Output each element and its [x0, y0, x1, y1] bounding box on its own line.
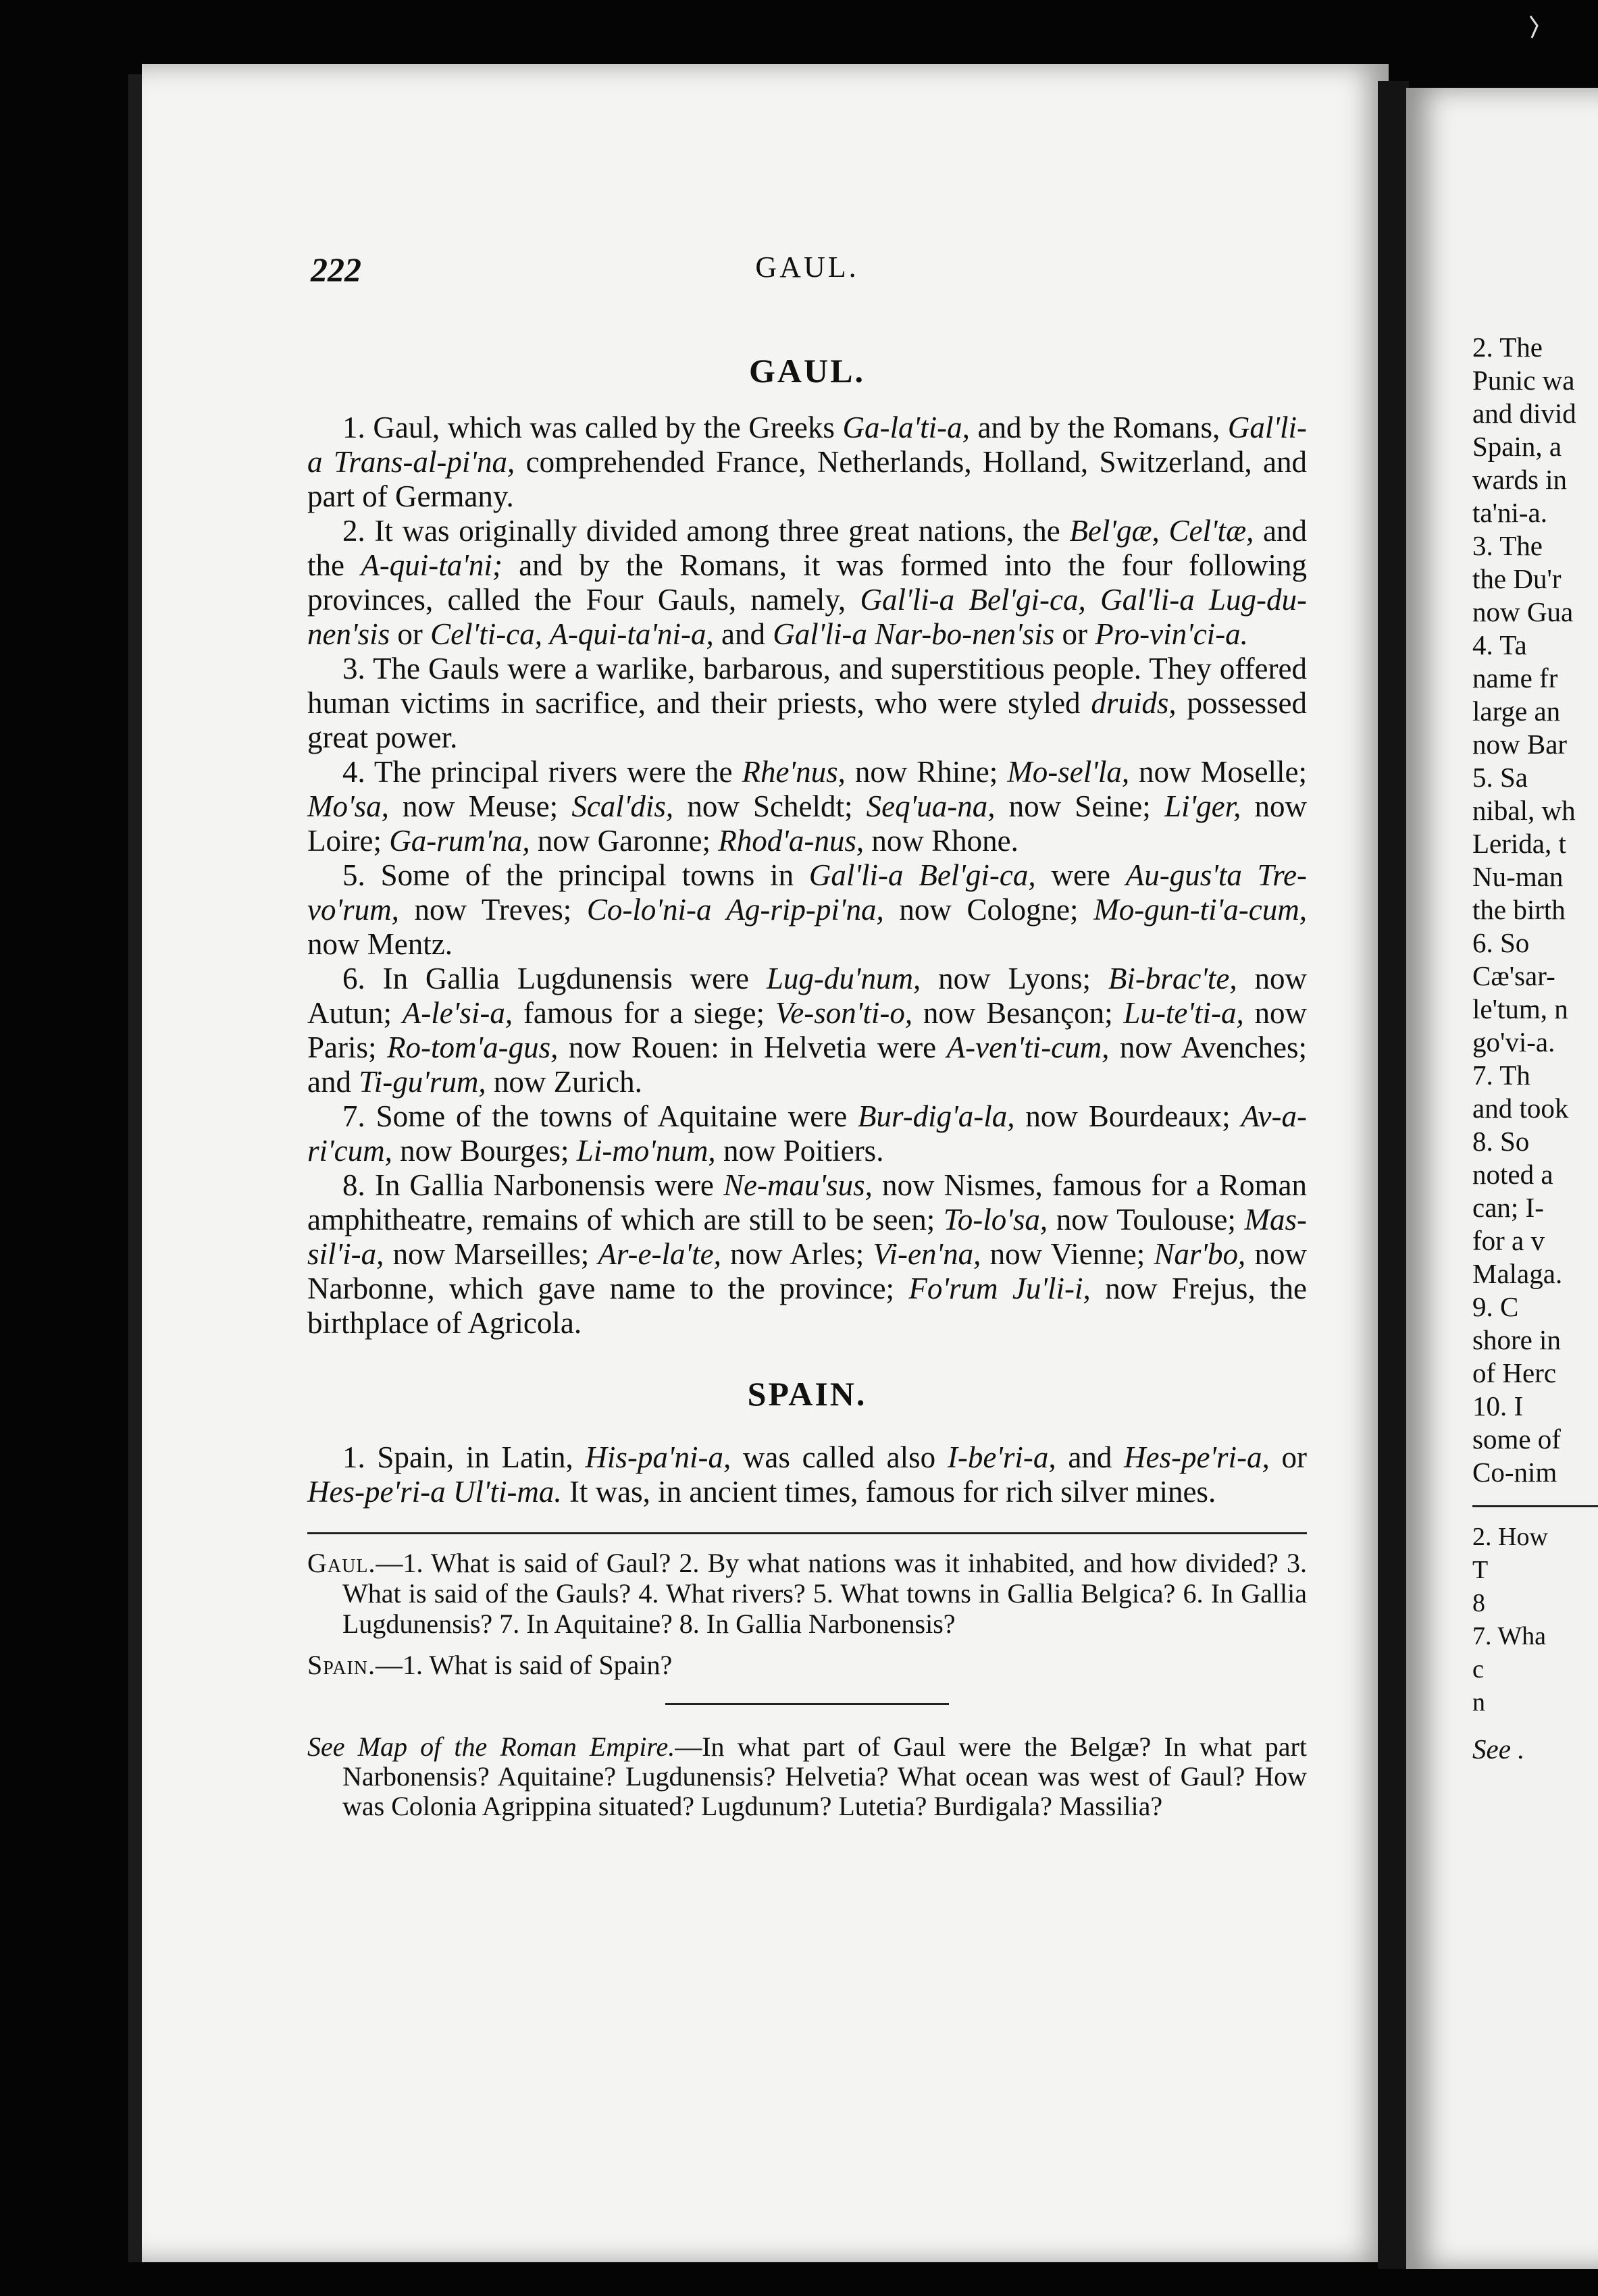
fragment-question-line: 7. Wha: [1472, 1622, 1547, 1650]
map-questions-divider: [665, 1703, 949, 1705]
italic-term: His-pa'ni-a,: [585, 1440, 731, 1474]
italic-term: Li'ger,: [1164, 789, 1241, 823]
text-run: were: [1035, 858, 1126, 892]
fragment-line: for a v: [1472, 1225, 1545, 1256]
fragment-line: 7. Th: [1472, 1060, 1530, 1091]
text-run: now Besançon;: [912, 996, 1124, 1030]
fragment-line: and divid: [1472, 398, 1576, 429]
fragment-line: 10. I: [1472, 1390, 1524, 1421]
text-run: now Arles;: [721, 1237, 873, 1271]
italic-term: Av-a-ri'cum,: [307, 1099, 1307, 1168]
text-run: 1. Gaul, which was called by the Greeks: [342, 411, 843, 444]
text-run: now Vienne;: [981, 1237, 1154, 1271]
text-run: 3. The Gauls were a warlike, barbarous, and superstitious people. They offered human victims in sacrifice, and their priests, who were styled: [307, 652, 1307, 720]
fragment-line: Co-nim: [1472, 1457, 1557, 1488]
italic-term: Fo'rum Ju'li-i,: [908, 1272, 1091, 1305]
text-run: now Frejus, the birthplace of Agricola.: [307, 1272, 1307, 1340]
italic-term: Hes-pe'ri-a Ul'ti-ma.: [307, 1475, 562, 1509]
fragment-line: 6. So: [1472, 927, 1530, 958]
page-number: 222: [311, 251, 361, 288]
paragraph: [307, 514, 1307, 652]
questions-divider: [307, 1532, 1307, 1534]
fragment-divider: [1472, 1505, 1598, 1507]
italic-term: Seq'ua-na,: [866, 789, 996, 823]
right-page-text: [1472, 331, 1598, 1766]
fragment-line: name fr: [1472, 662, 1558, 694]
italic-term: Gal'li-a Nar-bo-nen'sis: [773, 617, 1055, 651]
text-run: and: [1056, 1440, 1124, 1474]
text-run: now Paris;: [307, 996, 1307, 1064]
page-corner-mark: [1528, 14, 1541, 41]
italic-term: A-qui-ta'ni;: [361, 548, 502, 582]
italic-term: Ga-rum'na,: [389, 824, 530, 858]
text-run: 6. In Gallia Lugdunensis were: [342, 962, 767, 995]
fragment-line: le'tum, n: [1472, 993, 1568, 1024]
text-run: now Seine;: [995, 789, 1164, 823]
text-run: now Marseilles;: [384, 1237, 598, 1271]
text-run: now Nismes, famous for a Roman amphitheatre, remains of which are still to be seen;: [307, 1168, 1307, 1236]
italic-term: Cel'ti-ca, A-qui-ta'ni-a,: [430, 617, 714, 651]
fragment-line: nibal, wh: [1472, 795, 1576, 826]
italic-term: Nar'bo,: [1154, 1237, 1246, 1271]
italic-term: Co-lo'ni-a Ag-rip-pi'na,: [586, 893, 884, 927]
fragment-line: shore in: [1472, 1324, 1561, 1355]
fragment-question-line: 8: [1472, 1589, 1485, 1617]
map-questions-lead: See Map of the Roman Empire.: [307, 1731, 675, 1762]
text-run: 5. Some of the principal towns in: [342, 858, 809, 892]
text-run: now Zurich.: [486, 1065, 642, 1099]
fragment-line: can; I-: [1472, 1192, 1544, 1223]
text-run: now Moselle;: [1129, 755, 1307, 789]
fragment-line: 4. Ta: [1472, 629, 1527, 660]
italic-term: Lu-te'ti-a,: [1123, 996, 1244, 1030]
text-run: 7. Some of the towns of Aquitaine were: [342, 1099, 858, 1133]
fragment-line: Spain, a: [1472, 431, 1562, 462]
spain-questions: [307, 1650, 1307, 1680]
fragment-question-line: c: [1472, 1655, 1484, 1684]
italic-term: A-le'si-a,: [402, 996, 513, 1030]
gaul-questions: [307, 1548, 1307, 1639]
text-run: was called also: [731, 1440, 948, 1474]
text-run: now Avenches; and: [307, 1030, 1307, 1099]
fragment-line: Punic wa: [1472, 365, 1575, 396]
italic-term: Mo-sel'la,: [1007, 755, 1130, 789]
italic-term: Mas-sil'i-a,: [307, 1203, 1307, 1271]
text-run: now Autun;: [307, 962, 1307, 1030]
text-run: and the: [307, 514, 1307, 582]
italic-term: Bur-dig'a-la,: [858, 1099, 1015, 1133]
text-run: now Meuse;: [388, 789, 572, 823]
text-run: now Toulouse;: [1048, 1203, 1245, 1236]
fragment-line: noted a: [1472, 1159, 1553, 1190]
questions-block: [307, 1548, 1307, 1680]
italic-term: Ga-la'ti-a,: [842, 411, 970, 444]
fragment-line: Malaga.: [1472, 1258, 1563, 1289]
italic-term: Gal'li-a Trans-al-pi'na,: [307, 411, 1307, 479]
fragment-question-line: 2. How: [1472, 1523, 1548, 1551]
text-run: 2. It was originally divided among three great nations, the: [342, 514, 1070, 548]
fragment-line: 8. So: [1472, 1126, 1530, 1157]
italic-term: Mo-gun-ti'a-cum,: [1093, 893, 1307, 927]
text-run: now Lyons;: [921, 962, 1108, 995]
text-run: 8. In Gallia Narbonensis were: [342, 1168, 723, 1202]
fragment-line: Cæ'sar-: [1472, 960, 1555, 991]
text-run: and: [713, 617, 773, 651]
italic-term: Lug-du'num,: [766, 962, 921, 995]
text-run: and by the Romans,: [969, 411, 1228, 444]
italic-term: Rhe'nus,: [742, 755, 846, 789]
paragraph: [307, 1168, 1307, 1340]
gaul-questions-lead: Gaul.: [307, 1548, 376, 1578]
fragment-line: now Gua: [1472, 596, 1574, 627]
italic-term: A-ven'ti-cum,: [946, 1030, 1110, 1064]
fragment-line: Nu-man: [1472, 861, 1564, 892]
text-run: now Loire;: [307, 789, 1307, 858]
spain-questions-lead: Spain.: [307, 1650, 376, 1680]
text-run: now Scheldt;: [673, 789, 867, 823]
italic-term: Mo'sa,: [307, 789, 389, 823]
fragment-line: the Du'r: [1472, 563, 1562, 594]
italic-term: Gal'li-a Bel'gi-ca,: [808, 858, 1036, 892]
text-run: or: [1269, 1440, 1307, 1474]
italic-term: Pro-vin'ci-a.: [1095, 617, 1248, 651]
text-run: now Rhine;: [845, 755, 1008, 789]
italic-term: Ti-gu'rum,: [359, 1065, 486, 1099]
text-run: now Bourges;: [392, 1134, 577, 1168]
paragraph: [307, 652, 1307, 755]
page-header: [311, 250, 1304, 297]
fragment-question-line: T: [1472, 1556, 1489, 1584]
text-run: now Poitiers.: [715, 1134, 884, 1168]
fragment-line: go'vi-a.: [1472, 1026, 1555, 1058]
fragment-line: and took: [1472, 1093, 1569, 1124]
section-title: SPAIN.: [747, 1375, 867, 1413]
text-run: now Treves;: [398, 893, 587, 927]
italic-term: Ro-tom'a-gus,: [387, 1030, 559, 1064]
fragment-line: 3. The: [1472, 530, 1543, 561]
book-binding: [128, 74, 143, 2262]
fragment-line: the birth: [1472, 894, 1566, 925]
fragment-question-line: n: [1472, 1688, 1485, 1717]
italic-term: Vi-en'na,: [873, 1237, 981, 1271]
text-run: now Narbonne, which gave name to the province;: [307, 1237, 1308, 1305]
gaul-questions-text: —1. What is said of Gaul? 2. By what nations was it inhabited, and how divided? 3. What is said of the Gauls? 4. What rivers? 5. What towns in Gallia Belgica? 6. In Gallia Lugdunensis? 7. In Aquitaine? 8. In Gallia Narbonensis?: [342, 1548, 1307, 1639]
italic-term: To-lo'sa,: [943, 1203, 1048, 1236]
fragment-line: some of: [1472, 1424, 1561, 1455]
paragraph: [307, 411, 1307, 514]
section-title: GAUL.: [749, 352, 865, 390]
fragment-line: 5. Sa: [1472, 762, 1528, 793]
text-run: 1. Spain, in Latin,: [342, 1440, 586, 1474]
paragraph: [307, 1099, 1307, 1168]
italic-term: Bel'gæ, Cel'tæ,: [1069, 514, 1254, 548]
text-run: now Rouen: in Helvetia were: [558, 1030, 947, 1064]
text-run: now Mentz.: [307, 927, 453, 961]
text-run: or: [390, 617, 431, 651]
italic-term: Rhod'a-nus,: [718, 824, 865, 858]
fragment-line: now Bar: [1472, 729, 1568, 760]
fragment-line: wards in: [1472, 464, 1568, 495]
fragment-see-line: See .: [1472, 1733, 1525, 1765]
fragment-line: large an: [1472, 696, 1561, 727]
text-run: now Garonne;: [530, 824, 719, 858]
paragraph: [307, 755, 1307, 858]
spain-questions-text: —1. What is said of Spain?: [376, 1650, 673, 1680]
text-run: and by the Romans, it was formed into the four following provinces, called the Four Gauls, namely,: [307, 548, 1308, 617]
italic-term: Au-gus'ta Tre-vo'rum,: [307, 858, 1307, 927]
italic-term: druids,: [1091, 686, 1177, 720]
italic-term: Ar-e-la'te,: [598, 1237, 721, 1271]
italic-term: I-be'ri-a,: [947, 1440, 1056, 1474]
text-run: now Cologne;: [883, 893, 1094, 927]
italic-term: Ve-son'ti-o,: [775, 996, 913, 1030]
main-text: [307, 351, 1307, 1848]
fragment-line: Lerida, t: [1472, 828, 1566, 859]
text-run: or: [1054, 617, 1096, 651]
fragment-line: 9. C: [1472, 1291, 1519, 1322]
text-run: 4. The principal rivers were the: [342, 755, 742, 789]
italic-term: Gal'li-a Bel'gi-ca, Gal'li-a Lug-du-nen'sis: [307, 583, 1308, 651]
paragraph: [307, 858, 1307, 962]
italic-term: Li-mo'num,: [576, 1134, 716, 1168]
page-gutter: [1378, 81, 1409, 2269]
text-run: comprehended France, Netherlands, Holland, Switzerland, and part of Germany.: [307, 445, 1308, 513]
italic-term: Hes-pe'ri-a,: [1123, 1440, 1270, 1474]
paragraph: [307, 1440, 1307, 1509]
sections: [307, 351, 1307, 1509]
fragment-line: ta'ni-a.: [1472, 497, 1547, 528]
italic-term: Scal'dis,: [571, 789, 674, 823]
fragment-line: 2. The: [1472, 332, 1543, 363]
italic-term: Ne-mau'sus,: [723, 1168, 873, 1202]
map-questions: [307, 1732, 1307, 1821]
paragraph: [307, 962, 1307, 1099]
text-run: It was, in ancient times, famous for rich silver mines.: [561, 1475, 1216, 1509]
text-run: now Rhone.: [864, 824, 1019, 858]
running-head: GAUL.: [755, 251, 859, 284]
text-run: now Bourdeaux;: [1014, 1099, 1241, 1133]
italic-term: Bi-brac'te,: [1108, 962, 1237, 995]
map-questions-text: —In what part of Gaul were the Belgæ? In what part Narbonensis? Aquitaine? Lugdunensis? Helvetia? What ocean was west of Gaul? How was Colonia Agrippina situated? Lugdunum? Lutetia? Burdigala? Massilia?: [342, 1731, 1307, 1821]
text-run: famous for a siege;: [513, 996, 775, 1030]
fragment-line: of Herc: [1472, 1357, 1557, 1388]
text-run: possessed great power.: [307, 686, 1308, 754]
